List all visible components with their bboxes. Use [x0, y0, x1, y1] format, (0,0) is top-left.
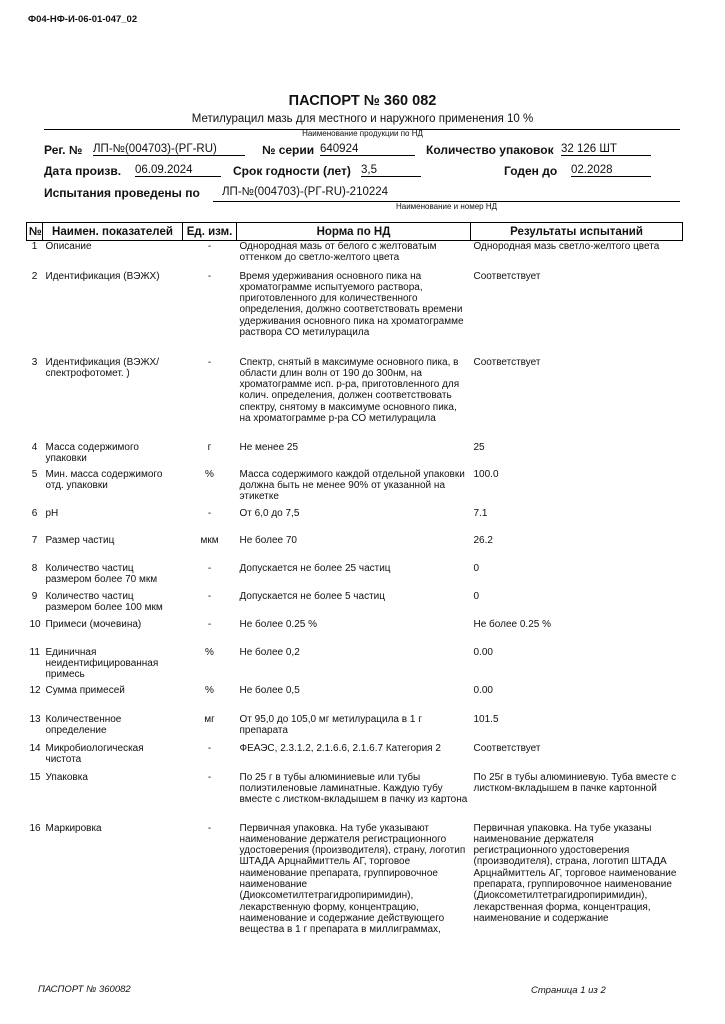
product-caption: Наименование продукции по НД — [302, 129, 423, 138]
table-row — [27, 469, 683, 508]
row-name: Масса содержимого упаковки — [45, 441, 139, 464]
row-unit: - — [207, 241, 212, 252]
row-num: 2 — [31, 270, 38, 282]
header-unit: Ед. изм. — [183, 223, 237, 241]
row-unit: - — [207, 270, 212, 282]
row-result: Первичная упаковка. На тубе указаны наименование держателя регистрационного удостоверения (производителя), страна, логотип ШТАДА Арцнаймиттель АГ, торговое наименование препарата, группировочное наименование (Диоксометилтетрагидропиримидин), лекарственная форма, концентрация, наименование и содержание — [473, 822, 677, 924]
row-norm: Допускается не более 5 частиц — [239, 590, 385, 602]
date-value: 06.09.2024 — [135, 164, 221, 177]
shelf-label: Срок годности (лет) — [233, 164, 351, 178]
row-result: 0.00 — [473, 684, 493, 696]
row-unit: - — [207, 742, 212, 754]
row-result: Соответствует — [473, 742, 541, 754]
row-unit: - — [207, 562, 212, 574]
row-num: 14 — [29, 742, 41, 754]
table-row — [27, 241, 683, 271]
table-row — [27, 442, 683, 469]
header-name: Наимен. показателей — [43, 223, 183, 241]
row-unit: г — [207, 441, 212, 453]
row-name: Количество частиц размером более 100 мкм — [45, 590, 163, 613]
row-num: 6 — [31, 507, 38, 519]
row-num: 13 — [29, 713, 41, 725]
table-row — [27, 714, 683, 743]
row-num: 7 — [31, 534, 38, 546]
row-result: 100.0 — [473, 468, 499, 480]
expiry-value: 02.2028 — [571, 164, 651, 177]
table-row — [27, 685, 683, 714]
row-name: Размер частиц — [45, 534, 115, 546]
row-name: Идентификация (ВЭЖХ) — [45, 270, 160, 282]
row-unit: % — [205, 684, 214, 696]
row-norm: Масса содержимого каждой отдельной упаковки должна быть не менее 90% от указанной на этикетке — [239, 468, 465, 503]
row-norm: Спектр, снятый в максимуме основного пика, в области длин волн от 190 до 300нм, на хроматограмме исп. р-ра, приготовленного для колич. определения, должен соответствовать спектру, снятому в максимуме основного пика, на хроматограмме р-ра СО метилурацила — [239, 356, 460, 424]
row-norm: Время удерживания основного пика на хроматограмме испытуемого раствора, приготовленного для количественного определения, должно соответствовать времени удерживания основного пика на хроматограмме раствора СО метилурацила — [239, 270, 464, 338]
row-norm: Допускается не более 25 частиц — [239, 562, 391, 574]
table-row — [27, 563, 683, 591]
header-num: № — [27, 223, 43, 241]
row-result: 101.5 — [473, 713, 499, 725]
row-name: Сумма примесей — [45, 684, 125, 696]
row-unit: - — [207, 771, 212, 783]
row-result: Не более 0.25 % — [473, 618, 551, 630]
row-name: Упаковка — [45, 771, 88, 783]
row-num: 8 — [31, 562, 38, 574]
row-name: Маркировка — [45, 822, 102, 834]
row-norm: Однородная мазь от белого с желтоватым оттенком до светло-желтого цвета — [239, 241, 437, 264]
row-norm: По 25 г в тубы алюминиевые или тубы полиэтиленовые ламинатные. Каждую тубу вместе с листком-вкладышем в пачку из картона — [239, 771, 468, 806]
table-row — [27, 535, 683, 563]
row-num: 3 — [31, 356, 38, 368]
row-unit: - — [207, 590, 212, 602]
passport-title: ПАСПОРТ № 360 082 — [288, 93, 437, 109]
row-result: 7.1 — [473, 507, 488, 519]
row-num: 4 — [31, 441, 38, 453]
row-unit: - — [207, 618, 212, 630]
row-norm: Первичная упаковка. На тубе указывают наименование держателя регистрационного удостоверения (производителя), страну, логотип ШТАДА Арцнаймиттель АГ, торговое наименование препарата, группировочное наименование (Диоксометилтетрагидропиримидин), лекарственную форму, концентрацию, наименование и содержание действующего вещества в 1 г препарата в миллиграммах, — [239, 822, 466, 936]
row-unit: - — [207, 822, 212, 834]
row-name: Примеси (мочевина) — [45, 618, 142, 630]
row-result: По 25г в тубы алюминиевую. Туба вместе с листком-вкладышем в пачке картонной — [473, 771, 677, 794]
row-name: Количество частиц размером более 70 мкм — [45, 562, 158, 585]
row-name: Количественное определение — [45, 713, 122, 736]
table-row — [27, 619, 683, 647]
reg-value: ЛП-№(004703)-(РГ-RU) — [93, 143, 245, 156]
row-unit: мг — [204, 713, 215, 725]
row-norm: ФЕАЭС, 2.3.1.2, 2.1.6.6, 2.1.6.7 Категория 2 — [239, 742, 441, 754]
row-name: Микробиологическая чистота — [45, 742, 144, 765]
header-result: Результаты испытаний — [471, 223, 683, 241]
tested-label: Испытания проведены по — [44, 186, 200, 200]
row-num: 12 — [29, 684, 41, 696]
row-norm: От 95,0 до 105,0 мг метилурацила в 1 г препарата — [239, 713, 422, 736]
tested-value: ЛП-№(004703)-(РГ-RU)-210224 — [222, 186, 389, 198]
qty-value: 32 126 ШТ — [561, 143, 651, 156]
row-num: 10 — [29, 618, 41, 630]
row-num: 5 — [31, 468, 38, 480]
row-unit: - — [207, 356, 212, 368]
row-unit: - — [207, 507, 212, 519]
row-unit: мкм — [200, 534, 219, 546]
expiry-label: Годен до — [504, 164, 558, 178]
row-result: Однородная мазь светло-желтого цвета — [473, 241, 660, 252]
table-row — [27, 743, 683, 772]
row-num: 16 — [29, 822, 41, 834]
row-unit: % — [205, 646, 214, 658]
shelf-value: 3,5 — [361, 164, 421, 177]
table-row — [27, 357, 683, 442]
row-num: 11 — [29, 646, 40, 658]
date-label: Дата произв. — [44, 164, 122, 178]
row-name: Описание — [45, 241, 92, 252]
row-norm: Не менее 25 — [239, 441, 299, 453]
document-code: Ф04-НФ-И-06-01-047_02 — [28, 14, 138, 25]
row-result: 0.00 — [473, 646, 493, 658]
table-row — [27, 508, 683, 535]
row-name: Идентификация (ВЭЖХ/спектрофотомет. ) — [45, 356, 159, 379]
row-unit: % — [205, 468, 214, 480]
row-result: 0 — [473, 590, 480, 602]
row-result: 26.2 — [473, 534, 493, 546]
footer-page: Страница 1 из 2 — [531, 985, 606, 996]
row-result: 25 — [473, 441, 485, 453]
row-num: 15 — [29, 771, 41, 783]
tested-caption: Наименование и номер НД — [395, 202, 498, 211]
row-result: Соответствует — [473, 356, 541, 368]
qty-label: Количество упаковок — [426, 143, 554, 157]
row-num: 9 — [31, 590, 38, 602]
row-norm: От 6,0 до 7,5 — [239, 507, 300, 519]
footer-passport: ПАСПОРТ № 360082 — [38, 984, 131, 995]
header-norm: Норма по НД — [237, 223, 471, 241]
row-norm: Не более 0.25 % — [239, 618, 317, 630]
reg-label: Рег. № — [44, 143, 83, 157]
row-name: Единичная неидентифицированная примесь — [45, 646, 159, 681]
row-result: 0 — [473, 562, 480, 574]
row-result: Соответствует — [473, 270, 541, 282]
series-label: № серии — [262, 143, 315, 157]
row-norm: Не более 0,5 — [239, 684, 300, 696]
table-row — [27, 772, 683, 823]
results-table — [26, 222, 683, 947]
series-value: 640924 — [320, 143, 415, 156]
row-num: 1 — [31, 241, 38, 252]
row-norm: Не более 70 — [239, 534, 297, 546]
row-name: pH — [45, 507, 59, 519]
row-norm: Не более 0,2 — [239, 646, 300, 658]
product-name: Метилурацил мазь для местного и наружного применения 10 % — [191, 113, 534, 125]
row-name: Мин. масса содержимого отд. упаковки — [45, 468, 163, 491]
table-row — [27, 647, 683, 685]
table-row — [27, 591, 683, 619]
table-row — [27, 271, 683, 357]
table-row — [27, 823, 683, 947]
table-header-row — [27, 223, 683, 241]
